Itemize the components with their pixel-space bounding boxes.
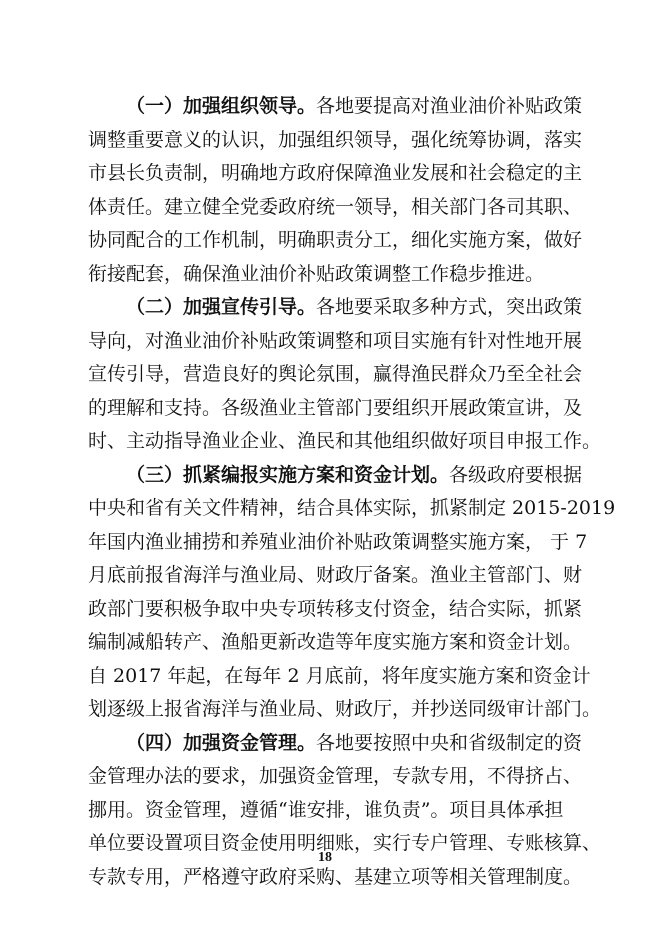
section-2-line-2: 宣传引导，营造良好的舆论氛围，赢得渔民群众乃至全社会: [88, 363, 583, 385]
section-1-line-3: 体责任。建立健全党委政府统一领导，相关部门各司其职、: [88, 195, 583, 218]
page-number: 18: [318, 850, 332, 865]
section-3-heading: （三）抓紧编报实施方案和资金计划。: [126, 463, 450, 486]
section-4-line-2: 挪用。资金管理，遵循“谁安排，谁负责”。项目具体承担: [88, 798, 564, 821]
section-1-line-2: 市县长负责制，明确地方政府保障渔业发展和社会稳定的主: [88, 162, 583, 184]
section-2-first-line: [88, 291, 583, 325]
section-3-line-4: 政部门要积极争取中央专项转移支付资金，结合实际，抓紧: [88, 597, 583, 620]
section-4-line-1: 金管理办法的要求，加强资金管理，专款专用，不得挤占、: [88, 765, 583, 787]
section-2-line-1: 导向，对渔业油价补贴政策调整和项目实施有针对性地开展: [88, 329, 583, 352]
section-4-heading: （四）加强资金管理。: [126, 731, 317, 754]
section-3-line-3: 月底前报省海洋与渔业局、财政厅备案。渔业主管部门、财: [88, 564, 583, 586]
section-1-line-0: 各地要提高对渔业油价补贴政策: [316, 95, 583, 117]
body-text: [88, 90, 616, 894]
section-3-line-5: 编制减船转产、渔船更新改造等年度实施方案和资金计划。: [88, 631, 583, 653]
section-4-first-line: [88, 727, 583, 761]
section-3-line-0: 各级政府要根据: [449, 463, 583, 486]
section-1-line-5: 衔接配套，确保渔业油价补贴政策调整工作稳步推进。: [88, 262, 545, 285]
section-2-line-3: 的理解和支持。各级渔业主管部门要组织开展政策宣讲，及: [88, 396, 583, 419]
section-3-line-7: 划逐级上报省海洋与渔业局、财政厅，并抄送同级审计部门。: [88, 698, 602, 720]
section-2-line-4: 时、主动指导渔业企业、渔民和其他组织做好项目申报工作。: [88, 430, 602, 452]
section-4-line-0: 各地要按照中央和省级制定的资: [316, 731, 583, 754]
section-3-line-1: 中央和省有关文件精神，结合具体实际，抓紧制定 2015-2019: [88, 497, 616, 519]
section-1-first-line: [88, 90, 583, 124]
section-3-first-line: [88, 459, 583, 493]
section-3-line-2: 年国内渔业捕捞和养殖业油价补贴政策调整实施方案， 于 7: [88, 530, 588, 553]
section-1-line-4: 协同配合的工作机制，明确职责分工，细化实施方案，做好: [88, 229, 583, 251]
section-2-line-0: 各地要采取多种方式，突出政策: [316, 296, 583, 318]
section-2-heading: （二）加强宣传引导。: [126, 296, 317, 318]
section-1-heading: （一）加强组织领导。: [126, 95, 317, 117]
section-3-line-6: 自 2017 年起，在每年 2 月底前，将年度实施方案和资金计: [88, 664, 591, 687]
section-1-line-1: 调整重要意义的认识，加强组织领导，强化统筹协调，落实: [88, 128, 583, 151]
section-4-line-3: 单位要设置项目资金使用明细账，实行专户管理、专账核算、: [88, 832, 602, 854]
section-4-line-4: 专款专用，严格遵守政府采购、基建立项等相关管理制度。: [88, 865, 583, 888]
